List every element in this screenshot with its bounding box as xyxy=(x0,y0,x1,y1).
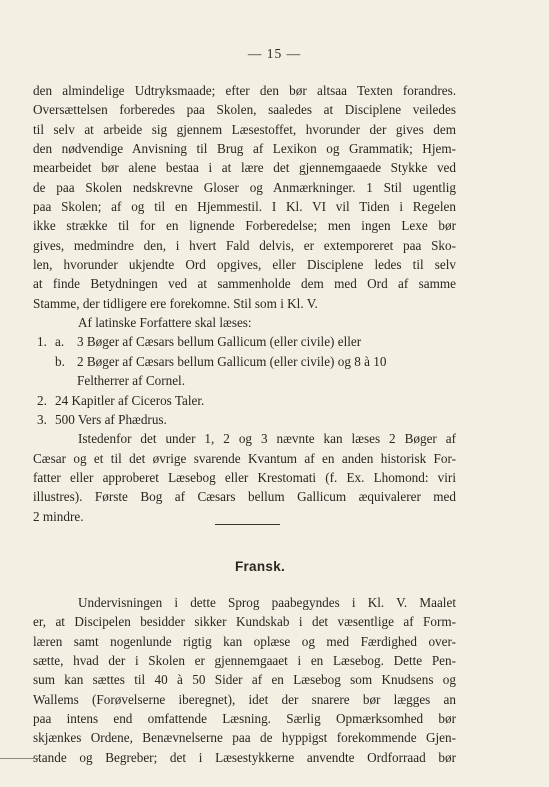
text-line: Cæsar og et til det øvrige svarende Kvantum af en anden historisk For- xyxy=(33,450,456,466)
text-line: illustres). Første Bog af Cæsars bellum Gallicum æquivalerer med xyxy=(33,489,456,505)
list-number: 1. xyxy=(37,334,47,350)
text-line: Undervisningen i dette Sprog paabegyndes i Kl. V. Maalet xyxy=(78,595,456,610)
text-line: læren samt nogenlunde rigtig kan oplæse og med Færdighed over- xyxy=(33,633,456,649)
authors-intro: Af latinske Forfattere skal læses: xyxy=(78,315,252,331)
text-line: de paa Skolen nedskrevne Gloser og Anmærkninger. 1 Stil ugentlig xyxy=(33,179,456,195)
list-item xyxy=(33,410,456,429)
text-line: fatter eller approberet Læsebog eller Krestomati (f. Ex. Lhomond: viri xyxy=(33,469,456,485)
latin-section xyxy=(33,81,456,526)
text-line: Oversættelsen forberedes paa Skolen, saaledes at Disciplene veiledes xyxy=(33,102,456,118)
list-item xyxy=(33,332,456,351)
list-number: 2. xyxy=(37,392,47,408)
list-subletter: b. xyxy=(55,353,65,369)
list-item xyxy=(33,391,456,410)
list-item-continuation: Feltherrer af Cornel. xyxy=(77,373,186,389)
text-line: gives, medmindre den, i hvert Fald delvis, er extemporeret paa Sko- xyxy=(33,237,456,253)
text-line: stande og Begreber; det i Læsestykkerne anvendte Ordforraad bør xyxy=(33,749,456,765)
text-line: mearbeidet bør alene bestaa i at lære det gjennemgaaede Stykke ved xyxy=(33,160,456,176)
text-line: Istedenfor det under 1, 2 og 3 nævnte kan læses 2 Bøger af xyxy=(78,431,456,447)
text-line: den almindelige Udtryksmaade; efter den bør altsaa Texten forandres. xyxy=(33,83,456,98)
text-line: 2 mindre. xyxy=(33,508,84,524)
list-text: 24 Kapitler af Ciceros Taler. xyxy=(55,392,205,408)
section-divider xyxy=(215,524,280,525)
text-line: sætte, hvad der i Skolen er gjennemgaaet i en Læsebog. Dette Pen- xyxy=(33,653,456,669)
french-section xyxy=(33,593,456,767)
text-line: at finde Betydningen ved at sammenholde dem med Ord af samme xyxy=(33,276,456,292)
list-subletter: a. xyxy=(55,334,65,350)
margin-mark xyxy=(0,758,40,759)
section-heading: Fransk. xyxy=(234,559,286,574)
list-item xyxy=(33,352,456,371)
text-line: paa Skolen; af og til en Hjemmestil. I Kl. VI vil Tiden i Regelen xyxy=(33,199,456,215)
text-line: sum kan sættes til 40 à 50 Sider af en Læsebog som Knudsens og xyxy=(33,672,456,688)
text-line: er, at Discipelen besidder sikker Kundskab i det væsentlige af Form- xyxy=(33,614,456,630)
list-text: 2 Bøger af Cæsars bellum Gallicum (eller civile) og 8 à 10 xyxy=(77,353,387,369)
text-line: len, hvorunder ukjendte Ord opgives, eller Disciplene ledes til selv xyxy=(33,257,456,273)
text-line: Stamme, der tidligere ere forekomne. Stil som i Kl. V. xyxy=(33,295,318,311)
page-number: — 15 — xyxy=(247,46,302,61)
text-line: den nødvendige Anvisning til Brug af Lexikon og Grammatik; Hjem- xyxy=(33,141,456,157)
list-number: 3. xyxy=(37,411,47,427)
text-line: paa intens end omfattende Læsning. Særlig Opmærksomhed bør xyxy=(33,711,456,727)
list-text: 3 Bøger af Cæsars bellum Gallicum (eller civile) eller xyxy=(77,334,362,350)
list-text: 500 Vers af Phædrus. xyxy=(55,411,167,427)
text-line: skjænkes Ordene, Benævnelserne paa de hyppigst forekommende Gjen- xyxy=(33,730,456,746)
text-line: ikke strække til for en lignende Forberedelse; men ingen Lexe bør xyxy=(33,218,456,234)
text-line: Wallems (Forøvelserne iberegnet), idet der snarere bør lægges an xyxy=(33,691,456,707)
text-line: til selv at arbeide sig gjennem Læsestoffet, hvorunder der gives dem xyxy=(33,121,456,137)
